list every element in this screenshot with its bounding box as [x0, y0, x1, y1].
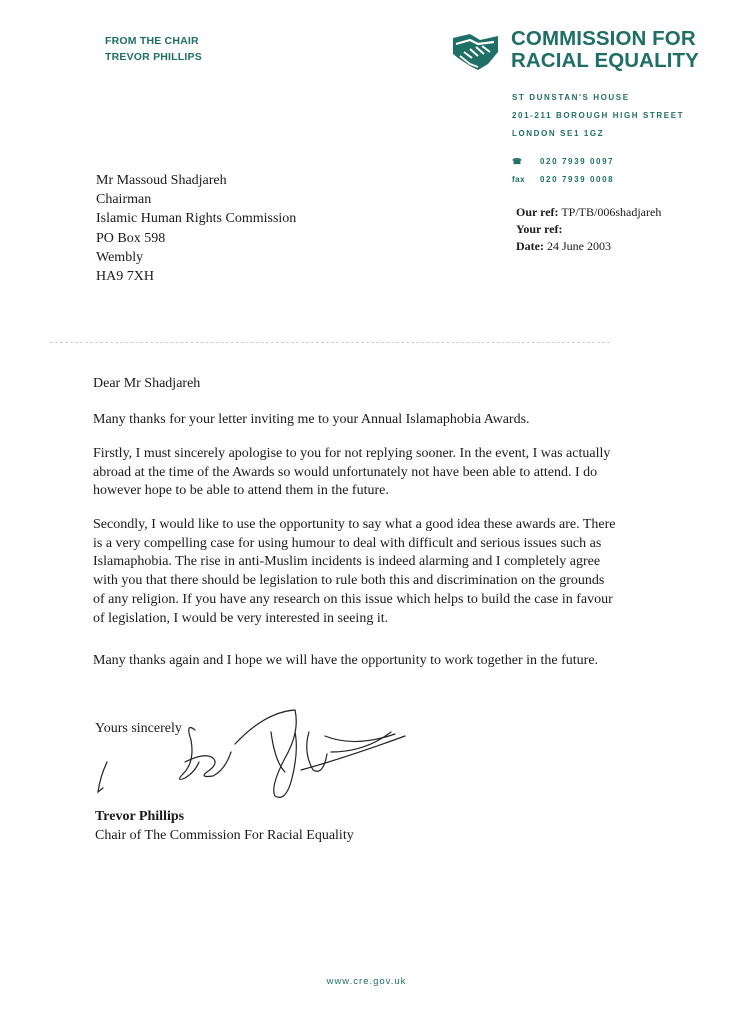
body-paragraph: Many thanks again and I hope we will have the opportunity to work together in the future. [93, 653, 599, 668]
salutation: Dear Mr Shadjareh [93, 376, 201, 391]
sender-name: TREVOR PHILLIPS [105, 51, 202, 63]
signer-title: Chair of The Commission For Racial Equality [95, 828, 354, 843]
body-paragraph: Firstly, I must sincerely apologise to you for not replying sooner. In the event, I was actually abroad at the time of the Awards so would unfortunately not have been able to attend. I do however hope to be able to attend them in the future. [93, 446, 611, 499]
address-line: ST DUNSTAN'S HOUSE [512, 93, 630, 102]
website-footer: www.cre.gov.uk [326, 976, 407, 987]
phone-icon: ☎ [512, 157, 523, 166]
logo-line-2: RACIAL EQUALITY [511, 49, 699, 72]
address-line: LONDON SE1 1GZ [512, 129, 605, 138]
signer-name: Trevor Phillips [95, 809, 185, 824]
signer-block [95, 807, 354, 845]
recipient-address [96, 171, 296, 286]
handshake-logo-icon [450, 30, 502, 74]
logo-line-1: COMMISSION FOR [511, 27, 696, 50]
recipient-line: Wembly [96, 249, 144, 265]
our-ref-value: TP/TB/006shadjareh [561, 205, 662, 219]
organisation-logotype [511, 28, 699, 72]
body-paragraph: Secondly, I would like to use the opportunity to say what a good idea these awards are. There is a very compelling case for using humour to deal with difficult and serious issues such as Islamaphobia. The rise in anti-Muslim incidents is indeed alarming and I completely agree with you that there should be legislation to rule both this and discrimination on the grounds of any religion. If you have any research on this issue which helps to build the case in favour of legislation, I would be very interested in seeing it. [93, 517, 616, 626]
letter-date: 24 June 2003 [546, 239, 611, 253]
recipient-line: Mr Massoud Shadjareh [96, 173, 227, 188]
sender-block [105, 33, 202, 65]
address-line: 201-211 BOROUGH HIGH STREET [512, 111, 685, 120]
our-ref-label: Our ref: [516, 205, 559, 219]
closing: Yours sincerely [95, 721, 182, 736]
recipient-line: Chairman [96, 192, 152, 208]
handwritten-signature [95, 692, 415, 807]
contact-numbers [512, 153, 614, 189]
fax-label: fax [512, 175, 526, 184]
recipient-line: Islamic Human Rights Commission [96, 211, 297, 227]
phone-number: 020 7939 0097 [540, 157, 615, 166]
organisation-address [512, 89, 684, 143]
fax-number: 020 7939 0008 [540, 175, 615, 184]
body-paragraph: Many thanks for your letter inviting me to your Annual Islamaphobia Awards. [93, 412, 530, 427]
reference-block [516, 204, 661, 255]
your-ref-label: Your ref: [516, 222, 563, 236]
date-label: Date: [516, 239, 544, 253]
fold-divider [50, 342, 610, 343]
from-the-chair: FROM THE CHAIR [105, 35, 199, 47]
recipient-line: HA9 7XH [96, 269, 154, 285]
recipient-line: PO Box 598 [96, 230, 166, 246]
